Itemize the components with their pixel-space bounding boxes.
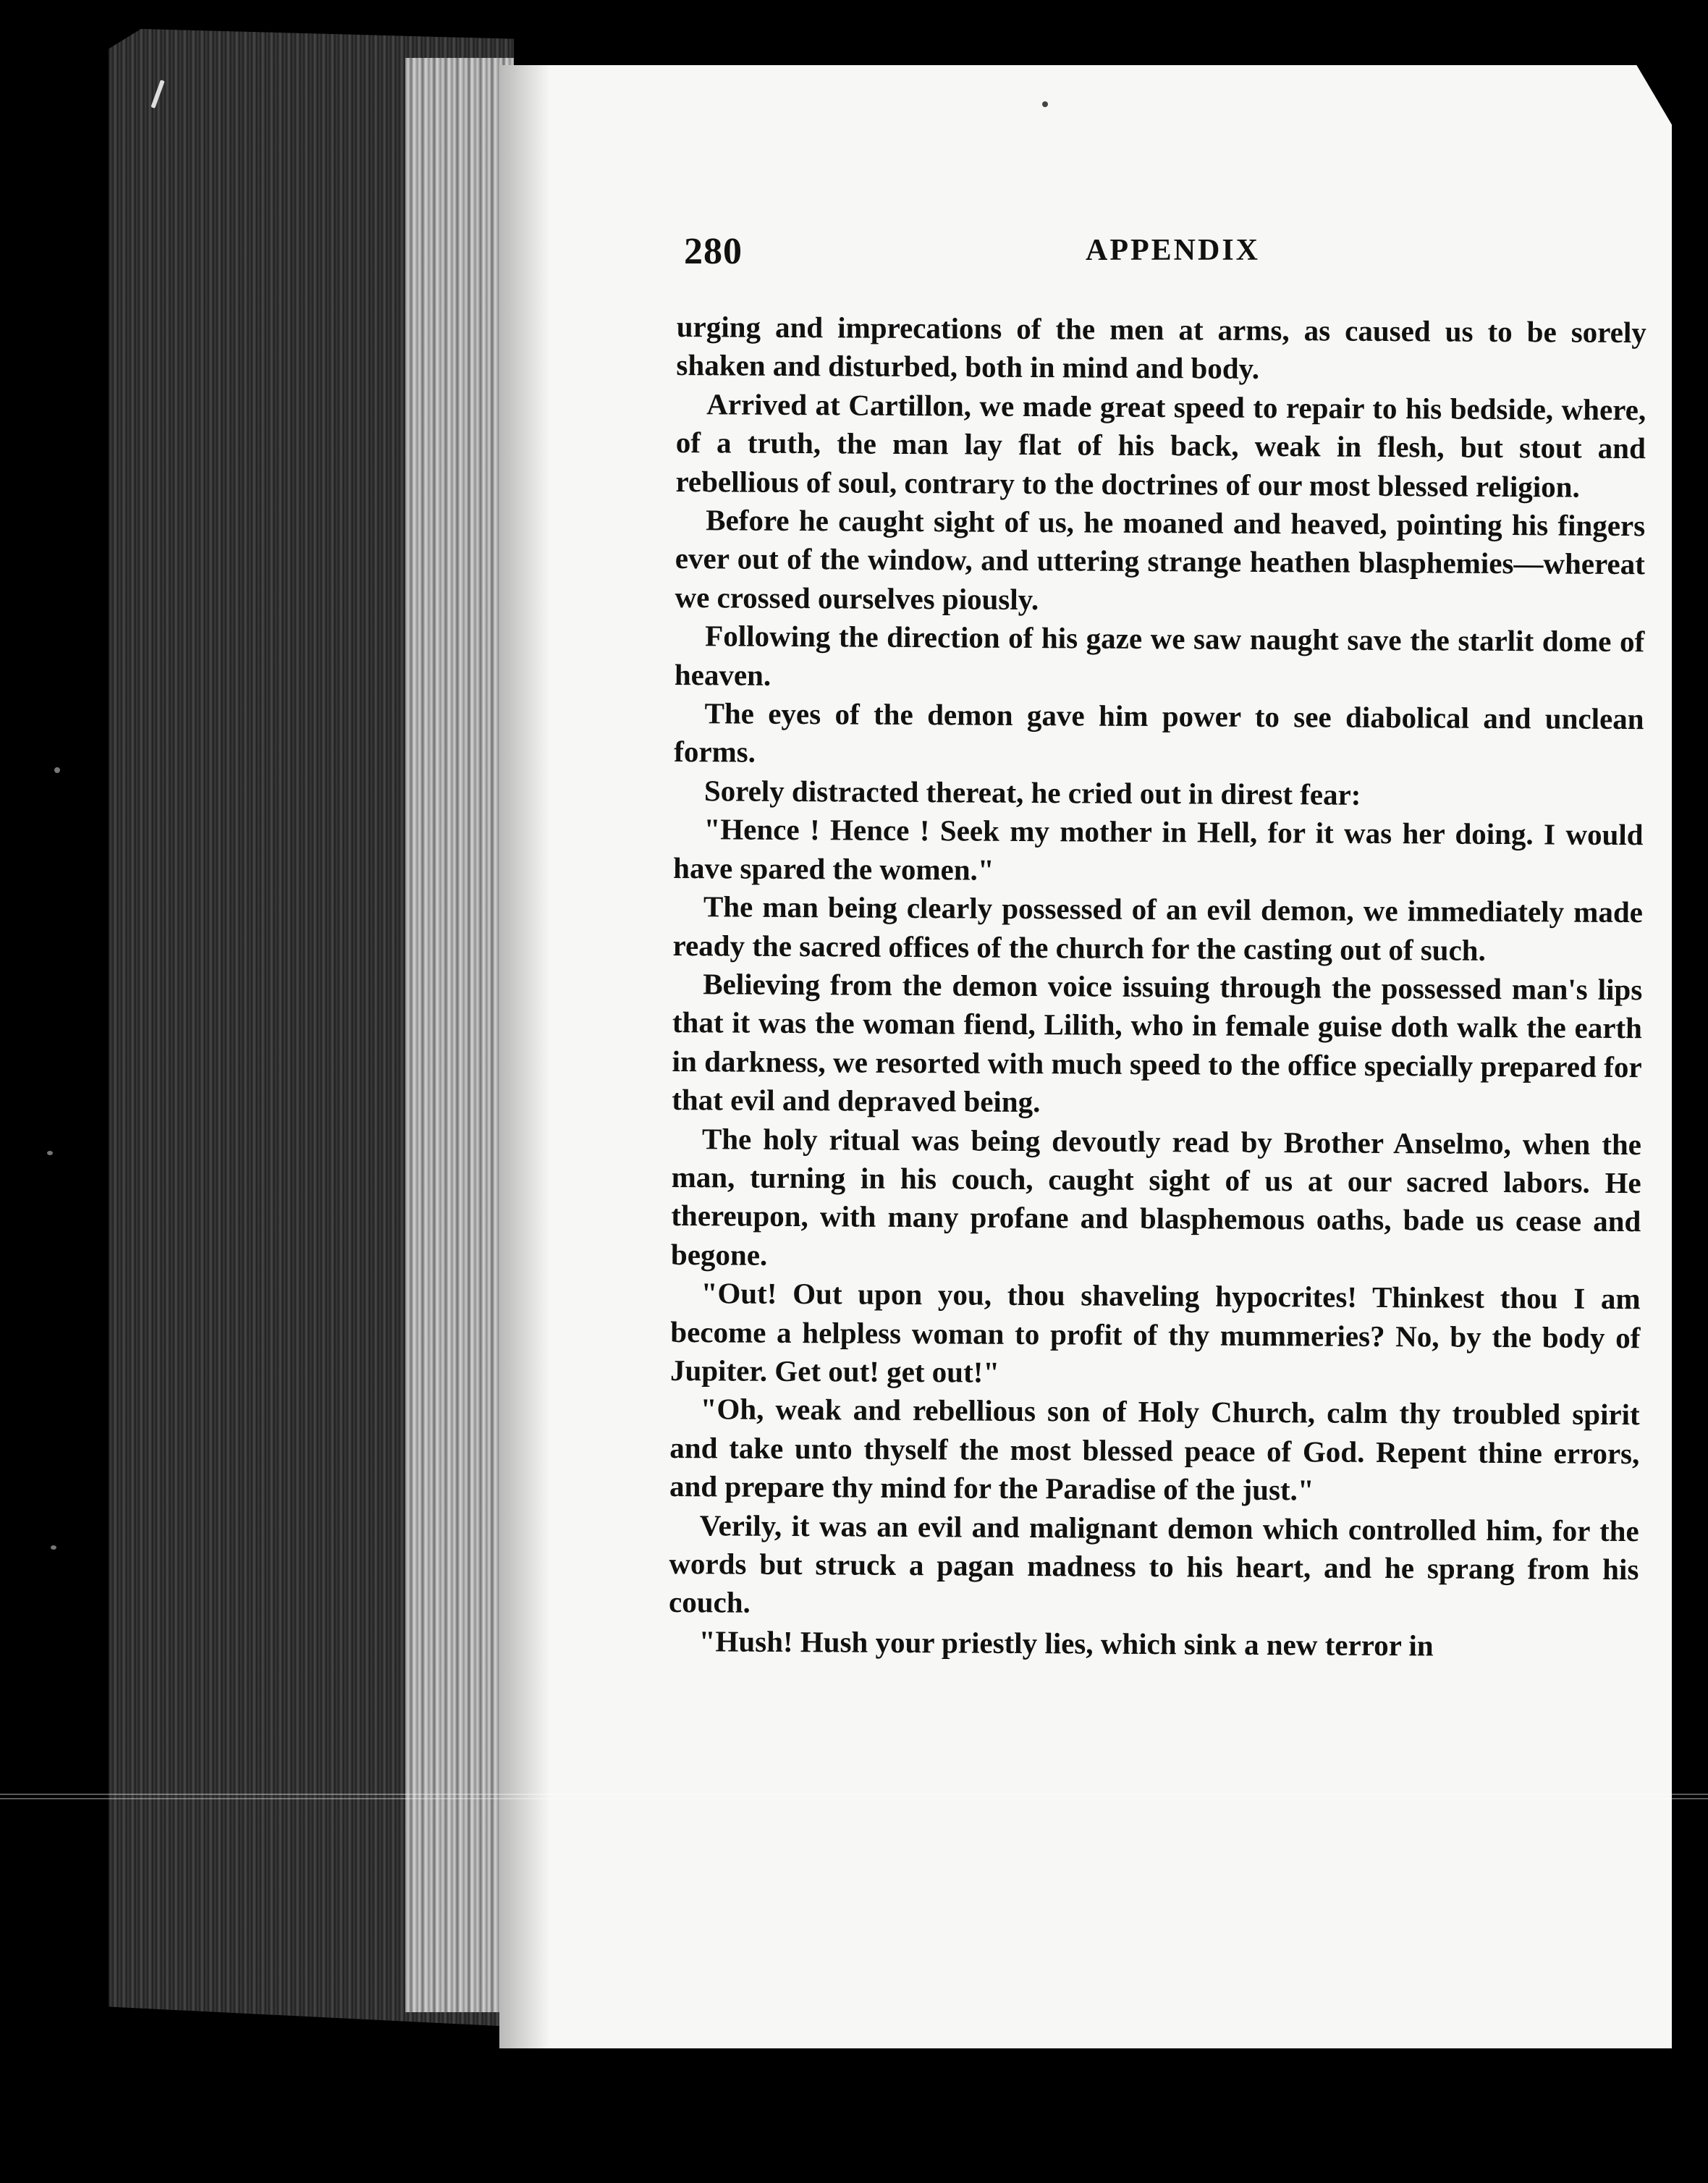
scan-speck [47, 1151, 53, 1155]
page-header [684, 230, 1646, 274]
paragraph: urging and imprecations of the men at arms, as caused us to be sorely shaken and disturbed, both in mind and body. [676, 309, 1646, 386]
scan-speck [54, 767, 60, 773]
paragraph: The holy ritual was being devoutly read by Brother Anselmo, when the man, turning in his couch, caught sight of us at our sacred labors. He thereupon, with many profane and blasphemous oaths, bade us cease and begone. [670, 1121, 1642, 1272]
page-edge-highlight [405, 58, 514, 2012]
paragraph: The eyes of the demon gave him power to see diabolical and unclean forms. [674, 696, 1644, 769]
gutter-shadow [499, 65, 550, 2048]
scan-artifact-line [0, 1798, 1708, 1799]
paragraph: Following the direction of his gaze we saw naught save the starlit dome of heaven. [674, 619, 1645, 692]
paragraph: Believing from the demon voice issuing through the possessed man's lips that it was the woman fiend, Lilith, who in female guise doth walk the earth in darkness, we resorted with much speed to the office specially prepared for that evil and depraved being. [672, 967, 1643, 1119]
paragraph: Arrived at Cartillon, we made great speed to repair to his bedside, where, of a truth, the man lay flat of his back, weak in flesh, but stout and rebellious of soul, contrary to the doctrines of our most blessed religion. [675, 387, 1646, 504]
paragraph: The man being clearly possessed of an evil demon, we immediately made ready the sacred offices of the church for the casting out of such. [672, 890, 1644, 967]
paragraph: "Hush! Hush your priestly lies, which sink a new terror in [698, 1624, 1434, 1663]
paragraph: "Hence ! Hence ! Seek my mother in Hell, for it was her doing. I would have spared the women." [673, 812, 1644, 887]
paragraph: "Out! Out upon you, thou shaveling hypocrites! Thinkest thou I am become a helpless woman to profit of thy mummeries? No, by the body of Jupiter. Get out! get out!" [669, 1276, 1641, 1389]
body-text [669, 308, 1646, 1666]
paragraph: Sorely distracted thereat, he cried out in direst fear: [703, 774, 1361, 811]
scan-speck [1042, 101, 1048, 107]
page-number: 280 [684, 231, 743, 272]
paragraph: Verily, it was an evil and malignant demon which controlled him, for the words but struck a pagan madness to his heart, and he sprang from his couch. [668, 1508, 1639, 1620]
scan-speck [51, 1545, 56, 1550]
paragraph: Before he caught sight of us, he moaned and heaved, pointing his fingers ever out of the window, and uttering strange heathen blasphemies—whereat we crossed ourselves piously. [675, 503, 1646, 616]
paragraph: "Oh, weak and rebellious son of Holy Church, calm thy troubled spirit and take unto thyself the most blessed peace of God. Repent thine errors, and prepare thy mind for the Paradise of the just." [669, 1392, 1640, 1507]
scan-artifact-line [0, 1794, 1708, 1795]
running-head: APPENDIX [1086, 234, 1260, 267]
